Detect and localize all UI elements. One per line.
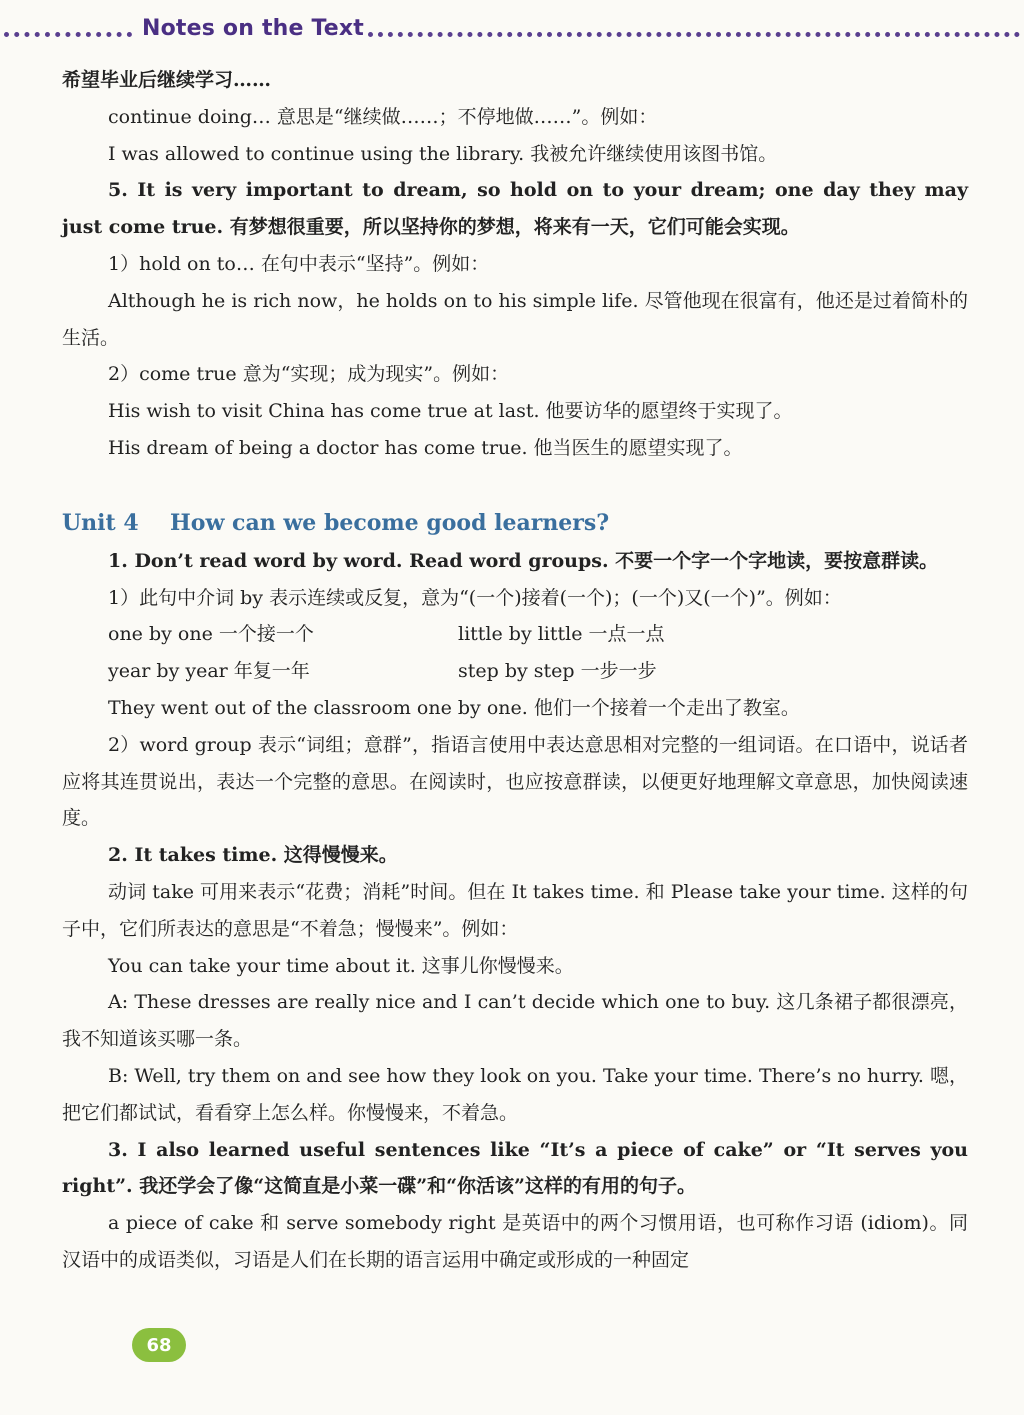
text-line: a piece of cake 和 serve somebody right 是英语中的两个习惯用语，也可称作习语 (idiom)。同汉语中的成语类似，习语是人们在长期的语言运用中确定或形成的一种固定 [62, 1212, 968, 1271]
text-line: continue doing… 意思是“继续做……；不停地做……”。例如： [108, 105, 658, 128]
page-header [0, 14, 1024, 54]
note-heading: 2. It takes time. 这得慢慢来。 [108, 844, 398, 867]
example-item: one by one 一个接一个 [108, 623, 314, 646]
example-item: year by year 年复一年 [108, 660, 310, 683]
text-line: Although he is rich now，he holds on to his simple life. 尽管他现在很富有，他还是过着简朴的生活。 [62, 289, 968, 349]
note-heading: 1. Don’t read word by word. Read word groups. 不要一个字一个字地读，要按意群读。 [108, 549, 939, 572]
text-line: B: Well, try them on and see how they look on you. Take your time. There’s no hurry. 嗯，把它们都试试，看看穿上怎么样。你慢慢来，不着急。 [62, 1064, 968, 1124]
text-line: 2）come true 意为“实现；成为现实”。例如： [108, 363, 510, 386]
text-line: 1）此句中介词 by 表示连续或反复，意为“(一个)接着(一个)；(一个)又(一个)”。例如： [108, 586, 842, 609]
text-line: 2）word group 表示“词组；意群”，指语言使用中表达意思相对完整的一组词语。在口语中，说话者应将其连贯说出，表达一个完整的意思。在阅读时，也应按意群读，以便更好地理解文章意思，加快阅读速度。 [62, 733, 968, 830]
page-content [62, 62, 968, 1279]
text-line: His wish to visit China has come true at last. 他要访华的愿望终于实现了。 [108, 400, 793, 423]
unit-label: Unit 4 [62, 509, 139, 536]
text-line: A: These dresses are really nice and I can’t decide which one to buy. 这几条裙子都很漂亮，我不知道该买哪一条。 [62, 991, 968, 1051]
example-row [62, 616, 968, 653]
header-dots-left [4, 32, 132, 37]
text-line: You can take your time about it. 这事儿你慢慢来。 [108, 954, 574, 977]
text-line: His dream of being a doctor has come true. 他当医生的愿望实现了。 [108, 436, 743, 459]
text-line: I was allowed to continue using the library. 我被允许继续使用该图书馆。 [108, 142, 778, 165]
text-line: They went out of the classroom one by one. 他们一个接着一个走出了教室。 [108, 696, 800, 719]
example-row [62, 653, 968, 690]
note-heading: 3. I also learned useful sentences like “It’s a piece of cake” or “It serves you right”. 我还学会了像“这简直是小菜一碟”和“你活该”这样的有用的句子。 [62, 1138, 968, 1198]
text-line: 1）hold on to… 在句中表示“坚持”。例如： [108, 252, 490, 275]
header-dots-right [368, 32, 1020, 37]
example-item: little by little 一点一点 [458, 623, 665, 646]
text-line: 动词 take 可用来表示“花费；消耗”时间。但在 It takes time. 和 Please take your time. 这样的句子中，它们所表达的意思是“不着急；慢慢来”。例如： [62, 880, 968, 940]
note-heading: 5. It is very important to dream, so hold on to your dream; one day they may just come true. 有梦想很重要，所以坚持你的梦想，将来有一天，它们可能会实现。 [62, 179, 968, 239]
unit-title: How can we become good learners? [170, 509, 610, 536]
header-title: Notes on the Text [142, 16, 365, 41]
unit-heading [62, 503, 968, 543]
text-line: 希望毕业后继续学习…… [62, 69, 272, 91]
page-number-badge: 68 [132, 1328, 186, 1362]
example-item: step by step 一步一步 [458, 660, 657, 683]
